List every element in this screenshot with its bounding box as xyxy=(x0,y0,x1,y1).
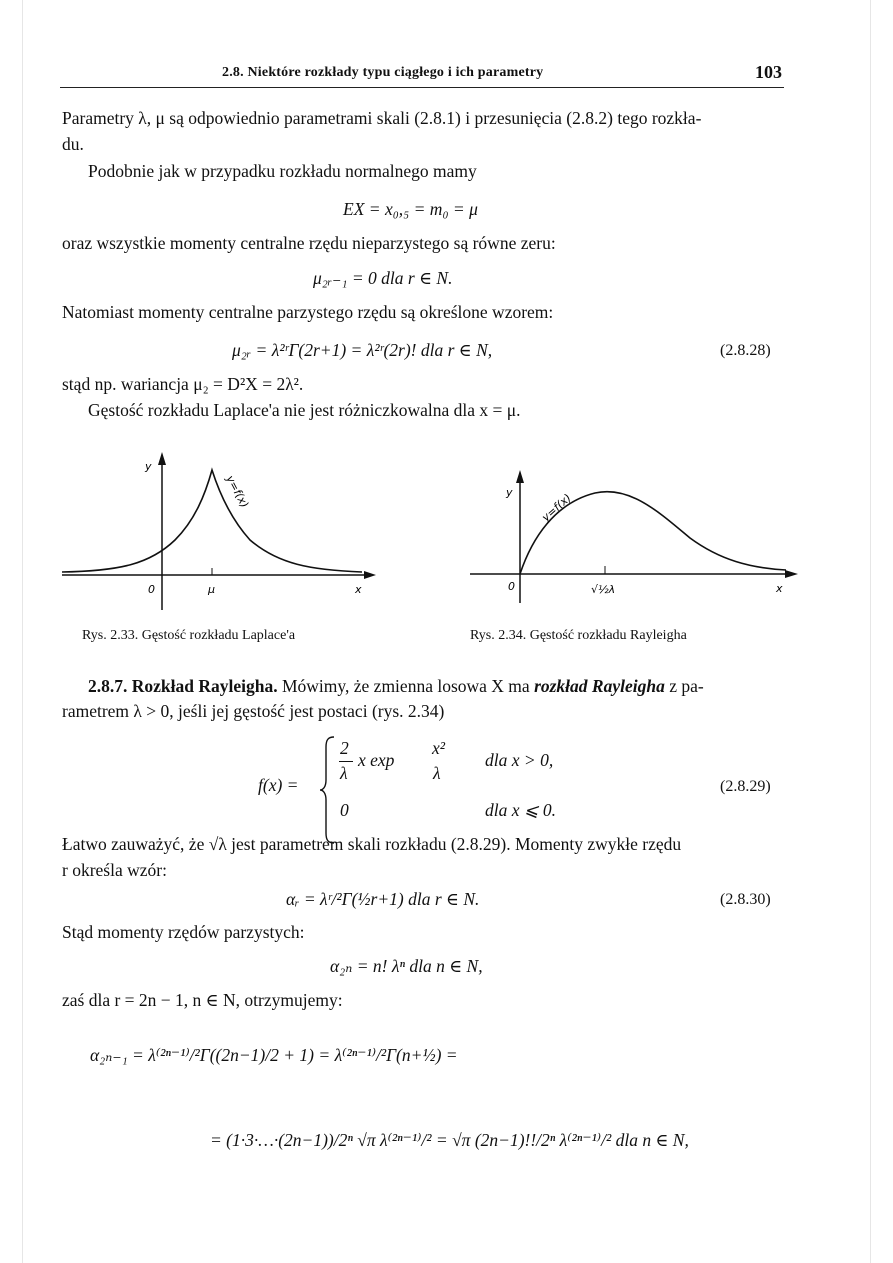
fig2-x-label: x xyxy=(776,582,783,595)
para-10: zaś dla r = 2n − 1, n ∈ N, otrzymujemy: xyxy=(62,990,343,1010)
para-7-line-2: rametrem λ > 0, jeśli jej gęstość jest postaci (rys. 2.34) xyxy=(62,701,445,721)
eq-f-lhs: f(x) = xyxy=(258,775,299,795)
eq-f-case1-exp-den: λ xyxy=(433,763,441,783)
eq-number-2-8-28: (2.8.28) xyxy=(720,342,771,359)
para-7-end: z pa- xyxy=(664,676,704,696)
para-9: Stąd momenty rzędów parzystych: xyxy=(62,922,305,942)
eq-f-case1-cond: dla x > 0, xyxy=(485,750,554,770)
eq-number-2-8-29: (2.8.29) xyxy=(720,778,771,795)
eq-mean: EX = x₀,₅ = m₀ = μ xyxy=(343,199,478,219)
fig2-peak-label: √½λ xyxy=(591,583,616,596)
para-3: oraz wszystkie momenty centralne rzędu nieparzystego są równe zeru: xyxy=(62,233,556,253)
section-title: Rozkład Rayleigha. xyxy=(131,676,278,696)
fig2-x-arrow xyxy=(785,570,798,578)
eq-f-case1-exp-num: x² xyxy=(432,738,446,758)
fig1-y-label: y xyxy=(145,460,152,473)
para-1-line-1: Parametry λ, μ są odpowiednio parametrami skali (2.8.1) i przesunięcia (2.8.2) tego rozkła- xyxy=(62,108,702,128)
para-7-term: rozkład Rayleigha xyxy=(534,676,665,696)
eq-f-case1-xexp: x exp xyxy=(358,750,395,770)
fig1-caption: Rys. 2.33. Gęstość rozkładu Laplace'a xyxy=(82,628,296,643)
fig1-curve xyxy=(62,470,362,572)
figure-laplace xyxy=(50,440,385,620)
eq-f-case1-den: λ xyxy=(340,763,348,783)
eq-f-brace xyxy=(318,735,338,845)
eq-f-frac1-bar xyxy=(339,761,353,762)
eq-alpha: αᵣ = λʳ/²Γ(½r+1) dla r ∈ N. xyxy=(286,889,480,909)
page-number: 103 xyxy=(755,62,782,82)
fig2-y-label: y xyxy=(506,486,513,499)
eq-last-line-2: = (1·3·…·(2n−1))/2ⁿ √π λ⁽²ⁿ⁻¹⁾/² = √π (2n−1)!!/2ⁿ λ⁽²ⁿ⁻¹⁾/² dla n ∈ N, xyxy=(210,1130,689,1150)
section-number: 2.8.7. xyxy=(88,676,128,696)
para-4: Natomiast momenty centralne parzystego rzędu są określone wzorem: xyxy=(62,302,554,322)
fig1-x-label: x xyxy=(355,583,362,596)
para-5: stąd np. wariancja μ₂ = D²X = 2λ². xyxy=(62,374,304,394)
figure-rayleigh xyxy=(470,458,805,618)
eq-f-case2-cond: dla x ⩽ 0. xyxy=(485,800,557,820)
fig1-x-arrow xyxy=(364,571,376,579)
fig1-mu-label: μ xyxy=(208,583,215,596)
section-heading-line xyxy=(88,676,704,697)
fig1-origin-label: 0 xyxy=(148,583,155,596)
eq-f-case2-val: 0 xyxy=(340,800,349,820)
para-1-line-2: du. xyxy=(62,134,84,154)
eq-f-case1-num: 2 xyxy=(340,738,349,758)
page-edge-right xyxy=(870,0,871,1263)
eq-alpha-even: α₂ₙ = n! λⁿ dla n ∈ N, xyxy=(330,956,483,976)
para-8-line-1: Łatwo zauważyć, że √λ jest parametrem skali rozkładu (2.8.29). Momenty zwykłe rzędu xyxy=(62,834,682,854)
page-edge-left xyxy=(22,0,23,1263)
running-head: 2.8. Niektóre rozkłady typu ciągłego i ich parametry xyxy=(222,65,544,80)
eq-even-moments: μ₂ᵣ = λ²ʳΓ(2r+1) = λ²ʳ(2r)! dla r ∈ N, xyxy=(232,340,493,360)
fig2-caption: Rys. 2.34. Gęstość rozkładu Rayleigha xyxy=(470,628,687,643)
para-2: Podobnie jak w przypadku rozkładu normalnego mamy xyxy=(88,161,477,181)
fig1-y-arrow xyxy=(158,452,166,465)
para-7-text: Mówimy, że zmienna losowa X ma xyxy=(277,676,535,696)
eq-odd-moments: μ₂ᵣ₋₁ = 0 dla r ∈ N. xyxy=(313,268,453,288)
para-6: Gęstość rozkładu Laplace'a nie jest różniczkowalna dla x = μ. xyxy=(88,400,521,420)
header-rule xyxy=(60,87,784,88)
para-8-line-2: r określa wzór: xyxy=(62,860,167,880)
fig2-curve-label: y=f(x) xyxy=(539,491,574,525)
eq-last-line-1: α₂ₙ₋₁ = λ⁽²ⁿ⁻¹⁾/²Γ((2n−1)/2 + 1) = λ⁽²ⁿ⁻¹⁾/²Γ(n+½) = xyxy=(90,1045,458,1065)
fig2-y-arrow xyxy=(516,470,524,483)
eq-number-2-8-30: (2.8.30) xyxy=(720,891,771,908)
fig1-curve-label: y=f(x) xyxy=(223,473,252,511)
fig2-origin-label: 0 xyxy=(508,580,515,593)
